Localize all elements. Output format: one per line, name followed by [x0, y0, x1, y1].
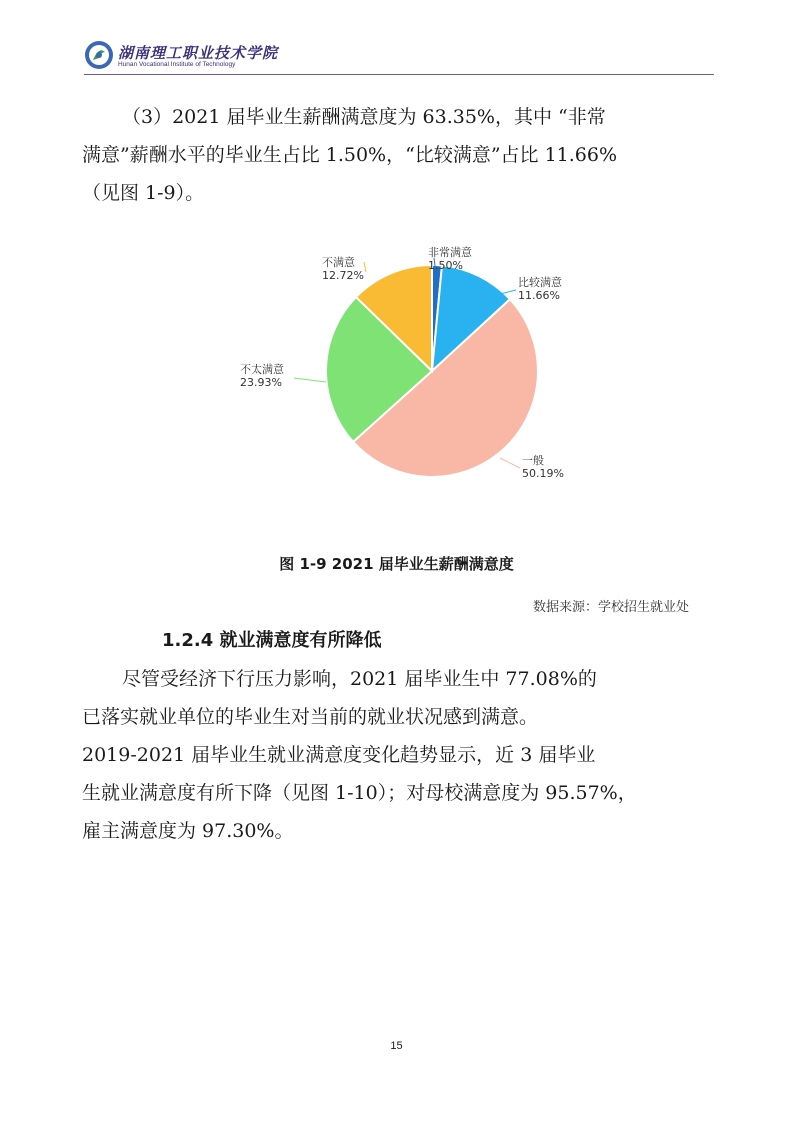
slice-label-3: 一般 — [522, 454, 544, 467]
school-name-cn: 湖南理工职业技术学院 — [118, 44, 279, 62]
paragraph-salary-satisfaction — [82, 98, 688, 212]
text-line: 已落实就业单位的毕业生对当前的就业状况感到满意。 — [82, 706, 539, 728]
slice-label-4: 不太满意 — [240, 363, 284, 376]
text-line: 满意”薪酬水平的毕业生占比 1.50%，“比较满意”占比 11.66% — [82, 144, 618, 166]
slice-value-2: 11.66% — [518, 289, 560, 302]
leader-line-3 — [500, 458, 520, 468]
section-title: 1.2.4 就业满意度有所降低 — [162, 630, 382, 651]
paragraph-employment-satisfaction — [82, 660, 688, 850]
text-line: 生就业满意度有所下降（见图 1-10）；对母校满意度为 95.57%， — [82, 782, 637, 804]
leader-line-4 — [294, 378, 326, 382]
slice-label-5: 不满意 — [322, 256, 355, 269]
slice-value-1: 1.50% — [428, 259, 463, 272]
leader-line-5 — [364, 262, 366, 272]
text-line: （3）2021 届毕业生薪酬满意度为 63.35%，其中 “非常 — [122, 106, 606, 128]
salary-satisfaction-pie-chart — [200, 232, 600, 512]
text-line: 雇主满意度为 97.30%。 — [82, 820, 294, 842]
data-source: 数据来源：学校招生就业处 — [532, 600, 689, 615]
slice-label-2: 比较满意 — [518, 276, 562, 289]
figure-caption: 图 1-9 2021 届毕业生薪酬满意度 — [279, 555, 514, 573]
school-name-en: Hunan Vocational Institute of Technology — [118, 61, 236, 68]
slice-value-4: 23.93% — [240, 376, 282, 389]
school-logo-icon — [84, 40, 114, 70]
page-number: 15 — [390, 1040, 403, 1052]
text-line: 尽管受经济下行压力影响，2021 届毕业生中 77.08%的 — [122, 668, 597, 690]
text-line: （见图 1-9）。 — [82, 182, 205, 204]
slice-label-1: 非常满意 — [428, 246, 472, 259]
page-header — [84, 34, 714, 75]
text-line: 2019-2021 届毕业生就业满意度变化趋势显示，近 3 届毕业 — [82, 744, 596, 766]
slice-value-5: 12.72% — [322, 269, 364, 282]
slice-value-3: 50.19% — [522, 467, 564, 480]
